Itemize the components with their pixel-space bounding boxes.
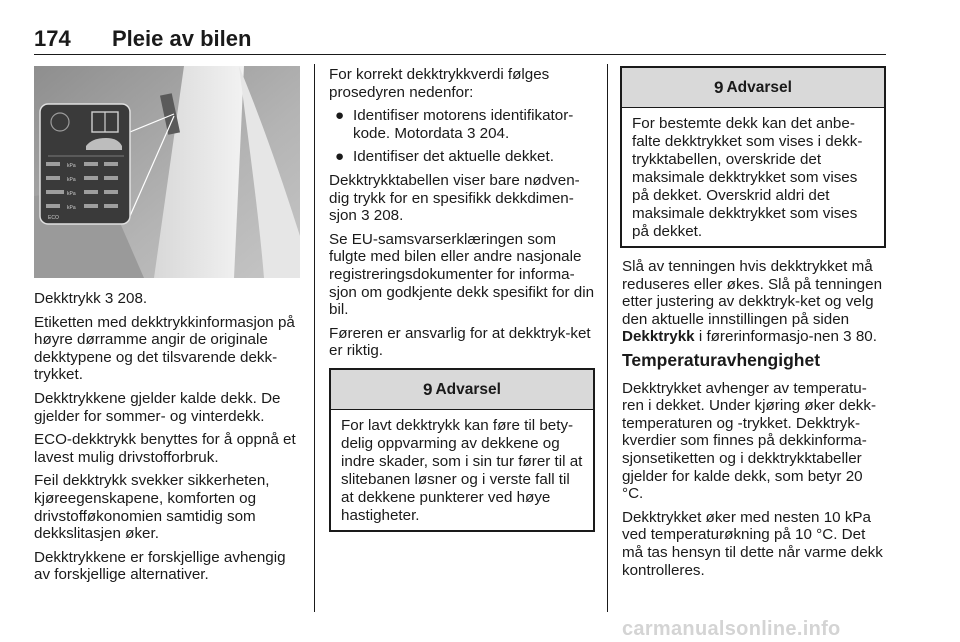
paragraph: Dekktrykkene er forskjellige avhengig av forskjellige alternativer.: [34, 548, 286, 584]
paragraph: Feil dekktrykk svekker sikkerheten, kjøreegenskapene, komforten og drivstofføkonomien samtidig som dekkslitasjen øker.: [34, 472, 270, 543]
text-run: i førerinformasjo-nen 3 80.: [694, 328, 877, 346]
photo-caption: Dekktrykk 3 208.: [34, 290, 148, 307]
warning-box-low-pressure: [329, 368, 595, 532]
warning-text: For bestemte dekk kan det anbe-falte dekktrykket som vises i dekk-trykktabellen, overskride det maksimale dekktrykket som vises på dekket. Overskrid aldri det maksimale dekktrykket som vises på dekket.: [632, 115, 863, 240]
paragraph-ignition: [622, 258, 888, 346]
column-left: [34, 290, 300, 590]
warning-header: [331, 370, 593, 410]
paragraph: Dekktrykket avhenger av temperatu-ren i dekket. Under kjøring øker dekk-temperaturen og -trykket. Dekktryk-kverdier som finnes på dekkinforma-sjonsetiketten og i dekktrykktabeller gjelder for kalde dekk, som betyr 20 °C.: [622, 379, 877, 503]
page-number: 174: [34, 26, 71, 51]
list-item: [329, 148, 595, 166]
bullet-icon: ●: [335, 148, 345, 166]
paragraph: Dekktrykket øker med nesten 10 kPa ved temperaturøkning på 10 °C. Det må tas hensyn til dette når varme dekk kontrolleres.: [622, 508, 883, 579]
label-unit-3: kPa: [67, 191, 76, 197]
column-divider-2: [607, 64, 608, 612]
warning-text: For lavt dekktrykk kan føre til bety-delig oppvarming av dekkene og indre skader, som i sin tur fører til at slitebanen løsner og i verste fall til at dekkene punkterer ved høye hastigheter.: [341, 417, 583, 524]
door-frame-illustration: [34, 66, 300, 278]
label-unit-1: kPa: [67, 163, 76, 169]
menu-term: Dekktrykk: [622, 328, 695, 346]
column-divider-1: [314, 64, 315, 612]
watermark: carmanualsonline.info: [622, 618, 841, 640]
list-item: [329, 107, 595, 142]
section-heading: Temperaturavhengighet: [622, 349, 821, 370]
warning-header: [622, 68, 884, 108]
paragraph: Etiketten med dekktrykkinformasjon på høyre dørramme angir de originale dekktypene og det tilsvarende dekk-trykket.: [34, 313, 295, 384]
label-unit-2: kPa: [67, 177, 76, 183]
label-unit-4: kPa: [67, 205, 76, 211]
running-title: Pleie av bilen: [112, 26, 252, 51]
list-item-text: Identifiser det aktuelle dekket.: [353, 148, 554, 166]
warning-title: Advarsel: [726, 78, 792, 96]
warning-triangle-icon: 9: [714, 77, 724, 97]
paragraph: ECO-dekktrykk benyttes for å oppnå et lavest mulig drivstofforbruk.: [34, 431, 296, 466]
column-middle: [329, 66, 595, 366]
paragraph: Dekktrykktabellen viser bare nødven-dig trykk for en spesifikk dekkdimen-sjon 3 208.: [329, 171, 580, 225]
tire-pressure-label-photo: [34, 66, 300, 278]
warning-triangle-icon: 9: [423, 379, 433, 399]
bullet-icon: ●: [335, 107, 345, 125]
paragraph: Føreren er ansvarlig for at dekktryk-ket er riktig.: [329, 324, 591, 360]
paragraph: Se EU-samsvarserklæringen som fulgte med bilen eller andre nasjonale registreringsdokumenter for informa-sjon om godkjente dekk spesifikt for din bil.: [329, 230, 595, 319]
paragraph: Dekktrykkene gjelder kalde dekk. De gjelder for sommer- og vinterdekk.: [34, 389, 281, 425]
warning-title: Advarsel: [435, 380, 501, 398]
procedure-intro: For korrekt dekktrykkverdi følges prosedyren nedenfor:: [329, 66, 550, 101]
warning-box-max-pressure: [620, 66, 886, 248]
text-run: Slå av tenningen hvis dekktrykket må reduseres eller økes. Slå på tenningen etter justering av dekktryk-ket og velg den aktuelle innstillingen på siden: [622, 258, 883, 328]
column-right: [622, 258, 888, 585]
label-eco: ECO: [48, 215, 59, 221]
list-item-text: Identifiser motorens identifikator-kode. Motordata 3 204.: [353, 107, 574, 142]
page-header: [34, 26, 886, 56]
header-rule: [34, 54, 886, 55]
